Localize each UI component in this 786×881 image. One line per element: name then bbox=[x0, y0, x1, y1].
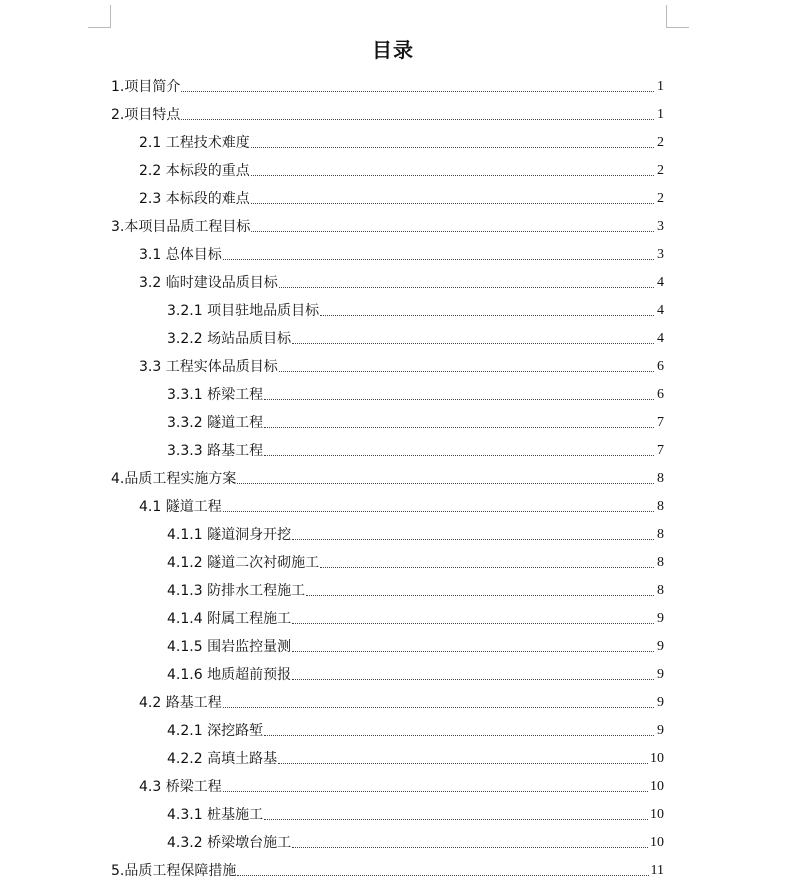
toc-entry-title[interactable]: 4.1.5 围岩监控量测 bbox=[167, 639, 292, 655]
toc-entry[interactable] bbox=[139, 182, 664, 208]
toc-dot-leader bbox=[320, 567, 654, 568]
toc-entry[interactable] bbox=[167, 742, 664, 768]
toc-entry[interactable] bbox=[167, 602, 664, 628]
toc-entry[interactable] bbox=[111, 210, 664, 236]
toc-dot-leader bbox=[237, 483, 654, 484]
toc-entry[interactable] bbox=[167, 518, 664, 544]
toc-page-number[interactable]: 8 bbox=[657, 555, 664, 570]
toc-entry-title[interactable]: 4.3.2 桥梁墩台施工 bbox=[167, 835, 292, 851]
toc-page-number[interactable]: 7 bbox=[657, 443, 664, 458]
toc-page-number[interactable]: 3 bbox=[657, 247, 664, 262]
toc-entry-title[interactable]: 3.2.1 项目驻地品质目标 bbox=[167, 303, 320, 319]
toc-entry-title[interactable]: 3.2 临时建设品质目标 bbox=[139, 275, 278, 291]
toc-dot-leader bbox=[292, 847, 648, 848]
toc-entry[interactable] bbox=[167, 574, 664, 600]
toc-entry-title[interactable]: 3.3.3 路基工程 bbox=[167, 443, 264, 459]
toc-entry-title[interactable]: 4.3 桥梁工程 bbox=[139, 779, 222, 795]
toc-dot-leader bbox=[292, 539, 654, 540]
toc-dot-leader bbox=[292, 679, 654, 680]
toc-entry[interactable] bbox=[167, 658, 664, 684]
toc-page-number[interactable]: 8 bbox=[657, 471, 664, 486]
crop-mark-top-left bbox=[88, 5, 111, 28]
toc-entry-title[interactable]: 4.1.6 地质超前预报 bbox=[167, 667, 292, 683]
toc-page-number[interactable]: 8 bbox=[657, 499, 664, 514]
toc-dot-leader bbox=[251, 231, 654, 232]
toc-entry-title[interactable]: 4.1.3 防排水工程施工 bbox=[167, 583, 306, 599]
toc-dot-leader bbox=[279, 371, 654, 372]
toc-entry-title[interactable]: 4.1.1 隧道洞身开挖 bbox=[167, 527, 292, 543]
toc-entry-title[interactable]: 1.项目简介 bbox=[111, 79, 181, 95]
toc-entry[interactable] bbox=[167, 546, 664, 572]
toc-entry-title[interactable]: 3.3 工程实体品质目标 bbox=[139, 359, 278, 375]
toc-page-number[interactable]: 9 bbox=[657, 723, 664, 738]
toc-dot-leader bbox=[279, 287, 654, 288]
toc-dot-leader bbox=[237, 875, 648, 876]
toc-dot-leader bbox=[181, 91, 654, 92]
toc-entry[interactable] bbox=[167, 714, 664, 740]
toc-dot-leader bbox=[292, 651, 654, 652]
toc-page-number[interactable]: 10 bbox=[650, 751, 664, 766]
toc-page-number[interactable]: 6 bbox=[657, 359, 664, 374]
toc-dot-leader bbox=[292, 343, 654, 344]
toc-page-number[interactable]: 2 bbox=[657, 163, 664, 178]
toc-page-number[interactable]: 10 bbox=[650, 779, 664, 794]
toc-dot-leader bbox=[223, 791, 648, 792]
toc-page-number[interactable]: 9 bbox=[657, 611, 664, 626]
toc-entry[interactable] bbox=[139, 350, 664, 376]
toc-entry-title[interactable]: 2.2 本标段的重点 bbox=[139, 163, 250, 179]
toc-title: 目录 bbox=[372, 38, 414, 62]
toc-page-number[interactable]: 9 bbox=[657, 667, 664, 682]
toc-entry-title[interactable]: 2.1 工程技术难度 bbox=[139, 135, 250, 151]
toc-entry-title[interactable]: 4.1.4 附属工程施工 bbox=[167, 611, 292, 627]
toc-entry[interactable] bbox=[139, 770, 664, 796]
toc-entry-title[interactable]: 2.3 本标段的难点 bbox=[139, 191, 250, 207]
toc-entry[interactable] bbox=[111, 98, 664, 124]
toc-entry[interactable] bbox=[167, 294, 664, 320]
toc-dot-leader bbox=[181, 119, 654, 120]
toc-entry[interactable] bbox=[139, 238, 664, 264]
toc-dot-leader bbox=[251, 175, 654, 176]
toc-entry[interactable] bbox=[139, 266, 664, 292]
toc-page-number[interactable]: 4 bbox=[657, 303, 664, 318]
toc-page-number[interactable]: 11 bbox=[650, 863, 664, 878]
toc-entry[interactable] bbox=[167, 322, 664, 348]
toc-entry-title[interactable]: 5.品质工程保障措施 bbox=[111, 863, 237, 879]
toc-page-number[interactable]: 2 bbox=[657, 135, 664, 150]
toc-entry[interactable] bbox=[167, 434, 664, 460]
toc-entry[interactable] bbox=[111, 462, 664, 488]
toc-dot-leader bbox=[306, 595, 654, 596]
toc-dot-leader bbox=[223, 259, 654, 260]
toc-entry-title[interactable]: 3.3.1 桥梁工程 bbox=[167, 387, 264, 403]
toc-page-number[interactable]: 2 bbox=[657, 191, 664, 206]
toc-dot-leader bbox=[223, 511, 654, 512]
toc-dot-leader bbox=[320, 315, 654, 316]
toc-entry[interactable] bbox=[139, 154, 664, 180]
toc-entry[interactable] bbox=[167, 378, 664, 404]
toc-dot-leader bbox=[264, 735, 654, 736]
toc-entry[interactable] bbox=[111, 854, 664, 880]
toc-entry[interactable] bbox=[139, 126, 664, 152]
toc-dot-leader bbox=[264, 819, 648, 820]
toc-page-number[interactable]: 3 bbox=[657, 219, 664, 234]
toc-entry-title[interactable]: 3.3.2 隧道工程 bbox=[167, 415, 264, 431]
toc-page-number[interactable]: 4 bbox=[657, 331, 664, 346]
toc-dot-leader bbox=[264, 455, 654, 456]
toc-entry-title[interactable]: 3.1 总体目标 bbox=[139, 247, 222, 263]
toc-entry-title[interactable]: 4.1.2 隧道二次衬砌施工 bbox=[167, 555, 320, 571]
toc-entry[interactable] bbox=[111, 70, 664, 96]
toc-dot-leader bbox=[278, 763, 648, 764]
toc-page-number[interactable]: 9 bbox=[657, 695, 664, 710]
toc-entry-title[interactable]: 3.本项目品质工程目标 bbox=[111, 219, 251, 235]
toc-page-number[interactable]: 1 bbox=[657, 107, 664, 122]
toc-dot-leader bbox=[292, 623, 654, 624]
toc-entry-title[interactable]: 2.项目特点 bbox=[111, 107, 181, 123]
toc-entry-title[interactable]: 4.2 路基工程 bbox=[139, 695, 222, 711]
toc-dot-leader bbox=[264, 427, 654, 428]
toc-dot-leader bbox=[251, 147, 654, 148]
toc-dot-leader bbox=[251, 203, 654, 204]
toc-entry-title[interactable]: 3.2.2 场站品质目标 bbox=[167, 331, 292, 347]
toc-entry[interactable] bbox=[139, 490, 664, 516]
toc-page-number[interactable]: 1 bbox=[657, 79, 664, 94]
toc-page-number[interactable]: 8 bbox=[657, 527, 664, 542]
toc-entry[interactable] bbox=[167, 798, 664, 824]
toc-page-number[interactable]: 10 bbox=[650, 807, 664, 822]
toc-entry-title[interactable]: 4.3.1 桩基施工 bbox=[167, 807, 264, 823]
toc-page-number[interactable]: 8 bbox=[657, 583, 664, 598]
toc-entry-title[interactable]: 4.2.2 高填土路基 bbox=[167, 751, 278, 767]
toc-dot-leader bbox=[264, 399, 654, 400]
toc-page-number[interactable]: 10 bbox=[650, 835, 664, 850]
toc-page-number[interactable]: 4 bbox=[657, 275, 664, 290]
toc-page-number[interactable]: 6 bbox=[657, 387, 664, 402]
toc-entry[interactable] bbox=[167, 630, 664, 656]
toc-entry-title[interactable]: 4.品质工程实施方案 bbox=[111, 471, 237, 487]
toc-entry-title[interactable]: 4.1 隧道工程 bbox=[139, 499, 222, 515]
toc-entry-title[interactable]: 4.2.1 深挖路堑 bbox=[167, 723, 264, 739]
toc-dot-leader bbox=[223, 707, 654, 708]
toc-entry[interactable] bbox=[167, 826, 664, 852]
toc-page-number[interactable]: 9 bbox=[657, 639, 664, 654]
toc-entry[interactable] bbox=[167, 406, 664, 432]
toc-page-number[interactable]: 7 bbox=[657, 415, 664, 430]
crop-mark-top-right bbox=[666, 5, 689, 28]
toc-entry[interactable] bbox=[139, 686, 664, 712]
